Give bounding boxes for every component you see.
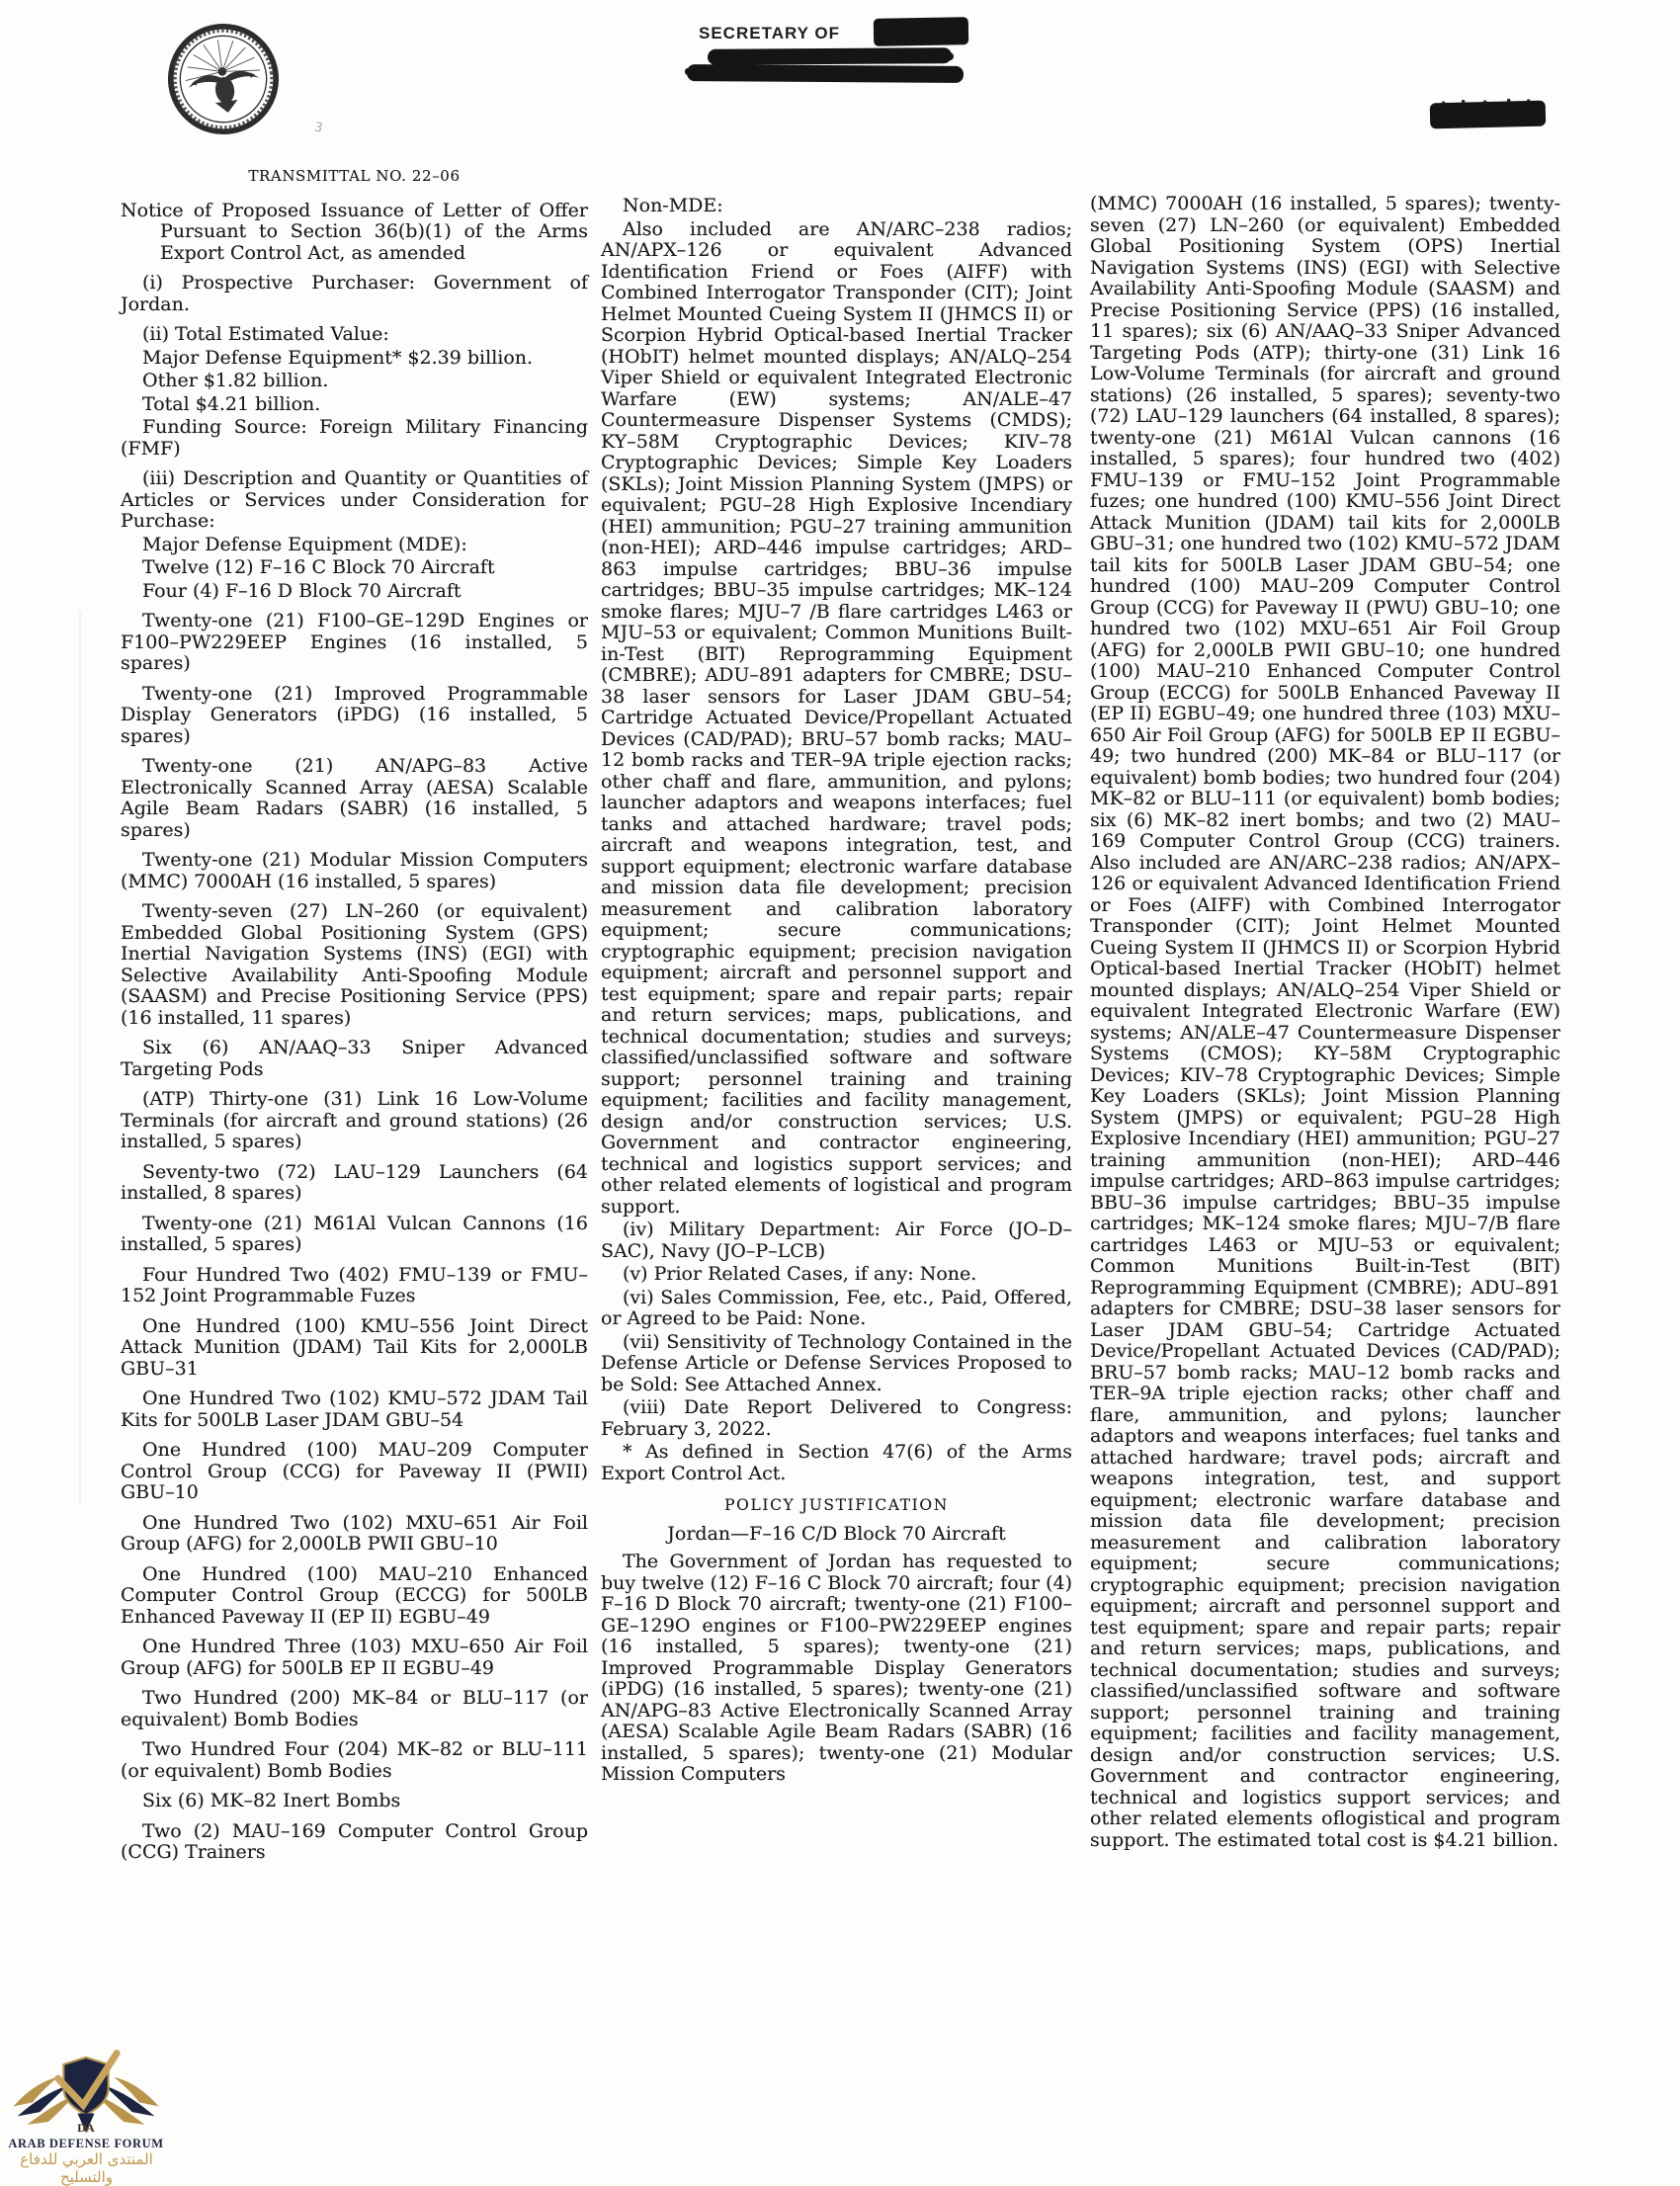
paragraph: Twenty-seven (27) LN–260 (or equivalent) Embedded Global Positioning System (GPS) Inertial Navigation Systems (INS) (EGI) with Selective Availability Anti-Spoofing Module (SAASM) and Precise Positioning Service (PPS) (16 installed, 11 spares) [121,900,588,1029]
paragraph: Twelve (12) F–16 C Block 70 Aircraft [142,556,495,578]
document-title: Notice of Proposed Issuance of Letter of Offer Pursuant to Section 36(b)(1) of the Arms Export Control Act, as amended [121,199,588,264]
paragraph: Six (6) MK–82 Inert Bombs [142,1790,401,1811]
paragraph: (ii) Total Estimated Value: [142,323,389,345]
department-of-defense-seal-icon [160,16,288,143]
paragraph: (vii) Sensitivity of Technology Contained in the Defense Article or Defense Services Proposed to be Sold: See Attached Annex. [601,1330,1072,1395]
paragraph: The Government of Jordan has requested to buy twelve (12) F–16 C Block 70 aircraft; four (4) F–16 D Block 70 aircraft; twenty-one (21) F100–GE–129O engines or F100–PW229EEP engines (16 installed, 5 spares); twenty-one (21) Improved Programmable Display Generators (iPDG) (16 installed, 5 spares); twenty-one (21) AN/APG–83 Active Electronically Scanned Array (AESA) Scalable Agile Beam Radars (SABR) (16 installed, 5 spares); twenty-one (21) Modular Mission Computers [601,1551,1072,1785]
paragraph: One Hundred Two (102) KMU–572 JDAM Tail Kits for 500LB Laser JDAM GBU–54 [121,1387,588,1431]
letterhead-secretary-of: SECRETARY OF [699,24,840,42]
column-right [1090,194,1560,1851]
paragraph: Twenty-one (21) F100–GE–129D Engines or F100–PW229EEP Engines (16 installed, 5 spares) [121,610,588,674]
paragraph: One Hundred (100) MAU–209 Computer Control Group (CCG) for Paveway II (PWII) GBU–10 [121,1439,588,1503]
paragraph: Other $1.82 billion. [142,370,329,391]
paragraph: Four (4) F–16 D Block 70 Aircraft [142,579,462,602]
paragraph: Two Hundred Four (204) MK–82 or BLU–111 (or equivalent) Bomb Bodies [121,1738,588,1782]
paragraph: (v) Prior Related Cases, if any: None. [623,1263,977,1285]
redaction-bar [708,47,952,65]
transmittal-no: TRANSMITTAL NO. 22–06 [248,167,461,185]
redaction-bar [687,64,964,83]
paragraph: Non-MDE: [623,195,723,216]
watermark-monogram: DA [77,2120,95,2135]
paragraph: One Hundred Three (103) MXU–650 Air Foil Group (AFG) for 500LB EP II EGBU–49 [121,1636,588,1679]
policy-justification-heading: POLICY JUSTIFICATION [724,1496,949,1514]
watermark-arabic-title: المنتدى العربي للدفاع والتسليح [20,2150,153,2186]
paragraph: (viii) Date Report Delivered to Congress: February 3, 2022. [601,1396,1072,1440]
scan-fold-line [79,613,81,1502]
column-left [121,166,588,1864]
paragraph: Funding Source: Foreign Military Financing (FMF) [121,416,588,460]
watermark-title: ARAB DEFENSE FORUM [8,2137,164,2150]
paragraph: (iii) Description and Quantity or Quantities of Articles or Services under Consideration for Purchase: [121,467,588,532]
column-middle [601,196,1072,1786]
paragraph: Twenty-one (21) M61Al Vulcan Cannons (16 installed, 5 spares) [121,1212,588,1255]
paragraph: Two (2) MAU–169 Computer Control Group (CCG) Trainers [121,1819,588,1863]
paragraph: Twenty-one (21) Improved Programmable Display Generators (iPDG) (16 installed, 5 spares) [121,682,588,747]
paragraph: One Hundred (100) KMU–556 Joint Direct Attack Munition (JDAM) Tail Kits for 2,000LB GBU–31 [121,1314,588,1380]
paragraph: (i) Prospective Purchaser: Government of Jordan. [121,272,588,315]
paragraph: Total $4.21 billion. [142,392,321,415]
paragraph: Seventy-two (72) LAU–129 Launchers (64 installed, 8 spares) [121,1160,588,1204]
paragraph: (MMC) 7000AH (16 installed, 5 spares); twenty-seven (27) LN–260 (or equivalent) Embedded Global Positioning System (OPS) Inertial Navigation Systems (INS) (EGI) with Selective Availability Anti-Spoofing Module (SAASM) and Precise Positioning Service (PPS) (16 installed, 11 spares); six (6) AN/AAQ–33 Sniper Advanced Targeting Pods (ATP); thirty-one (31) Link 16 Low-Volume Terminals (for aircraft and ground stations) (26 installed, 5 spares); seventy-two (72) LAU–129 launchers (64 installed, 8 spares); twenty-one (21) M61Al Vulcan cannons (16 installed, 5 spares); four hundred two (402) FMU–139 or FMU–152 Joint Programmable fuzes; one hundred (100) KMU–556 Joint Direct Attack Munition (JDAM) tail kits for 2,000LB GBU–31; one hundred two (102) KMU–572 JDAM tail kits for 500LB Laser JDAM GBU–54; one hundred (100) MAU–209 Computer Control Group (CCG) for Paveway II (PWU) GBU–10; one hundred two (102) MXU–651 Air Foil Group (AFG) for 2,000LB PWII GBU–10; one hundred (100) MAU–210 Enhanced Computer Control Group (ECCG) for 500LB Enhanced Paveway II (EP II) EGBU–49; one hundred three (103) MXU–650 Air Foil Group (AFG) for 500LB EP II EGBU–49; two hundred (200) MK–84 or BLU–117 (or equivalent) bomb bodies; two hundred four (204) MK–82 or BLU–111 (or equivalent) bomb bodies; six (6) MK–82 inert bombs; and two (2) MAU–169 Computer Control Group (CCG) trainers. Also included are AN/ARC–238 radios; AN/APX–126 or equivalent Advanced Identification Friend or Foes (AIFF) with Combined Interrogator Transponder (CIT); Joint Helmet Mounted Cueing System II (JHMCS II) or Scorpion Hybrid Optical-based Inertial Tracker (HObIT) helmet mounted displays; AN/ALQ–254 Viper Shield or equivalent Integrated Electronic Warfare (EW) systems; AN/ALE–47 Countermeasure Dispenser Systems (CMOS); KY–58M Cryptographic Devices; KIV–78 Cryptographic Devices; Simple Key Loaders (SKLs); Joint Mission Planning System (JMPS) or equivalent; PGU–28 High Explosive Incendiary (HEI) ammunition; PGU–27 training ammunition (non-HEI); ARD–446 impulse cartridges; ARD–863 impulse cartridges; BBU–36 impulse cartridges; BBU–35 impulse cartridges; MK–124 smoke flares; MJU–7/B flare cartridges L463 or MJU–53 or equivalent; Common Munitions Built-in-Test (BIT) Reprogramming Equipment (CMBRE); ADU–891 adapters for CMBRE; DSU–38 laser sensors for Laser JDAM GBU–54; Cartridge Actuated Device/Propellant Actuated Devices (CAD/PAD); BRU–57 bomb racks; MAU–12 bomb racks and TER–9A triple ejection racks; other chaff and flare, ammunition, and pylons; launcher adaptors and weapons interfaces; fuel tanks and attached hardware; travel pods; aircraft and weapons integration, test, and support equipment; electronic warfare database and mission data file development; precision measurement and calibration laboratory equipment; secure communications; cryptographic equipment; precision navigation equipment; aircraft and personnel support and test equipment; spare and repair parts; repair and return services; maps, publications, and technical documentation; studies and surveys; classified/unclassified software and software support; personnel training and training equipment; facilities and facility management, design and/or construction services; U.S. Government and contractor engineering, technical and logistics support services; and other related elements oflogistical and program support. The estimated total cost is $4.21 billion. [1090,193,1560,1851]
paragraph: One Hundred (100) MAU–210 Enhanced Computer Control Group (ECCG) for 500LB Enhanced Paveway II (EP II) EGBU–49 [121,1562,588,1628]
case-heading: Jordan—F–16 C/D Block 70 Aircraft [667,1522,1006,1545]
footnote: * As defined in Section 47(6) of the Arms Export Control Act. [601,1441,1072,1484]
paragraph: Two Hundred (200) MK–84 or BLU–117 (or equivalent) Bomb Bodies [121,1687,588,1730]
arab-defense-forum-logo [8,2048,164,2139]
paragraph: Also included are AN/ARC–238 radios; AN/APX–126 or equivalent Advanced Identification Friend or Foes (AIFF) with Combined Interrogator Transponder (CIT); Joint Helmet Mounted Cueing System II (JHMCS II) or Scorpion Hybrid Optical-based Inertial Tracker (HObIT) helmet mounted displays; AN/ALQ–254 Viper Shield or equivalent Integrated Electronic Warfare (EW) systems; AN/ALE–47 Countermeasure Dispenser Systems (CMDS); KY–58M Cryptographic Devices; KIV–78 Cryptographic Devices; Simple Key Loaders (SKLs); Joint Mission Planning System (JMPS) or equivalent; PGU–28 High Explosive Incendiary (HEI) ammunition; PGU–27 training ammunition (non-HEI); ARD–446 impulse cartridges; ARD–863 impulse cartridges; BBU–36 impulse cartridges; BBU–35 impulse cartridges; MK–124 smoke flares; MJU–7 /B flare cartridges L463 or MJU–53 or equivalent; Common Munitions Built-in-Test (BIT) Reprogramming Equipment (CMBRE); ADU–891 adapters for CMBRE; DSU–38 laser sensors for Laser JDAM GBU–54; Cartridge Actuated Device/Propellant Actuated Devices (CAD/PAD); BRU–57 bomb racks; MAU–12 bomb racks and TER–9A triple ejection racks; other chaff and flare, ammunition, and pylons; launcher adaptors and weapons interfaces; fuel tanks and attached hardware; travel pods; aircraft and weapons integration, test, and support equipment; electronic warfare database and mission data file development; precision measurement and calibration laboratory equipment; secure communications; cryptographic equipment; precision navigation equipment; aircraft and personnel support and test equipment; spare and repair parts; repair and return services; maps, publications, and technical documentation; studies and surveys; classified/unclassified software and software support; personnel training and training equipment; facilities and facility management, design and/or construction services; U.S. Government and contractor engineering, technical and logistics support services; and other related elements of logistical and program support. [601,217,1072,1218]
paragraph: Major Defense Equipment* $2.39 billion. [142,346,534,369]
redaction-bar [874,17,968,46]
paragraph: One Hundred Two (102) MXU–651 Air Foil Group (AFG) for 2,000LB PWII GBU–10 [121,1511,588,1555]
redaction-stamp [1430,101,1547,129]
paragraph: Four Hundred Two (402) FMU–139 or FMU–152 Joint Programmable Fuzes [121,1263,588,1306]
paragraph: Twenty-one (21) Modular Mission Computers (MMC) 7000AH (16 installed, 5 spares) [121,849,588,892]
paragraph: Twenty-one (21) AN/APG–83 Active Electronically Scanned Array (AESA) Scalable Agile Beam Radars (SABR) (16 installed, 5 spares) [121,755,588,841]
paragraph: Major Defense Equipment (MDE): [142,533,467,555]
paragraph: (ATP) Thirty-one (31) Link 16 Low-Volume Terminals (for aircraft and ground stations) (26 installed, 5 spares) [121,1088,588,1152]
paragraph: (iv) Military Department: Air Force (JO–D–SAC), Navy (JO–P–LCB) [601,1219,1072,1262]
pencil-mark: 3 [312,120,324,136]
paragraph: (vi) Sales Commission, Fee, etc., Paid, Offered, or Agreed to be Paid: None. [601,1286,1072,1329]
paragraph: Six (6) AN/AAQ–33 Sniper Advanced Targeting Pods [121,1037,588,1080]
